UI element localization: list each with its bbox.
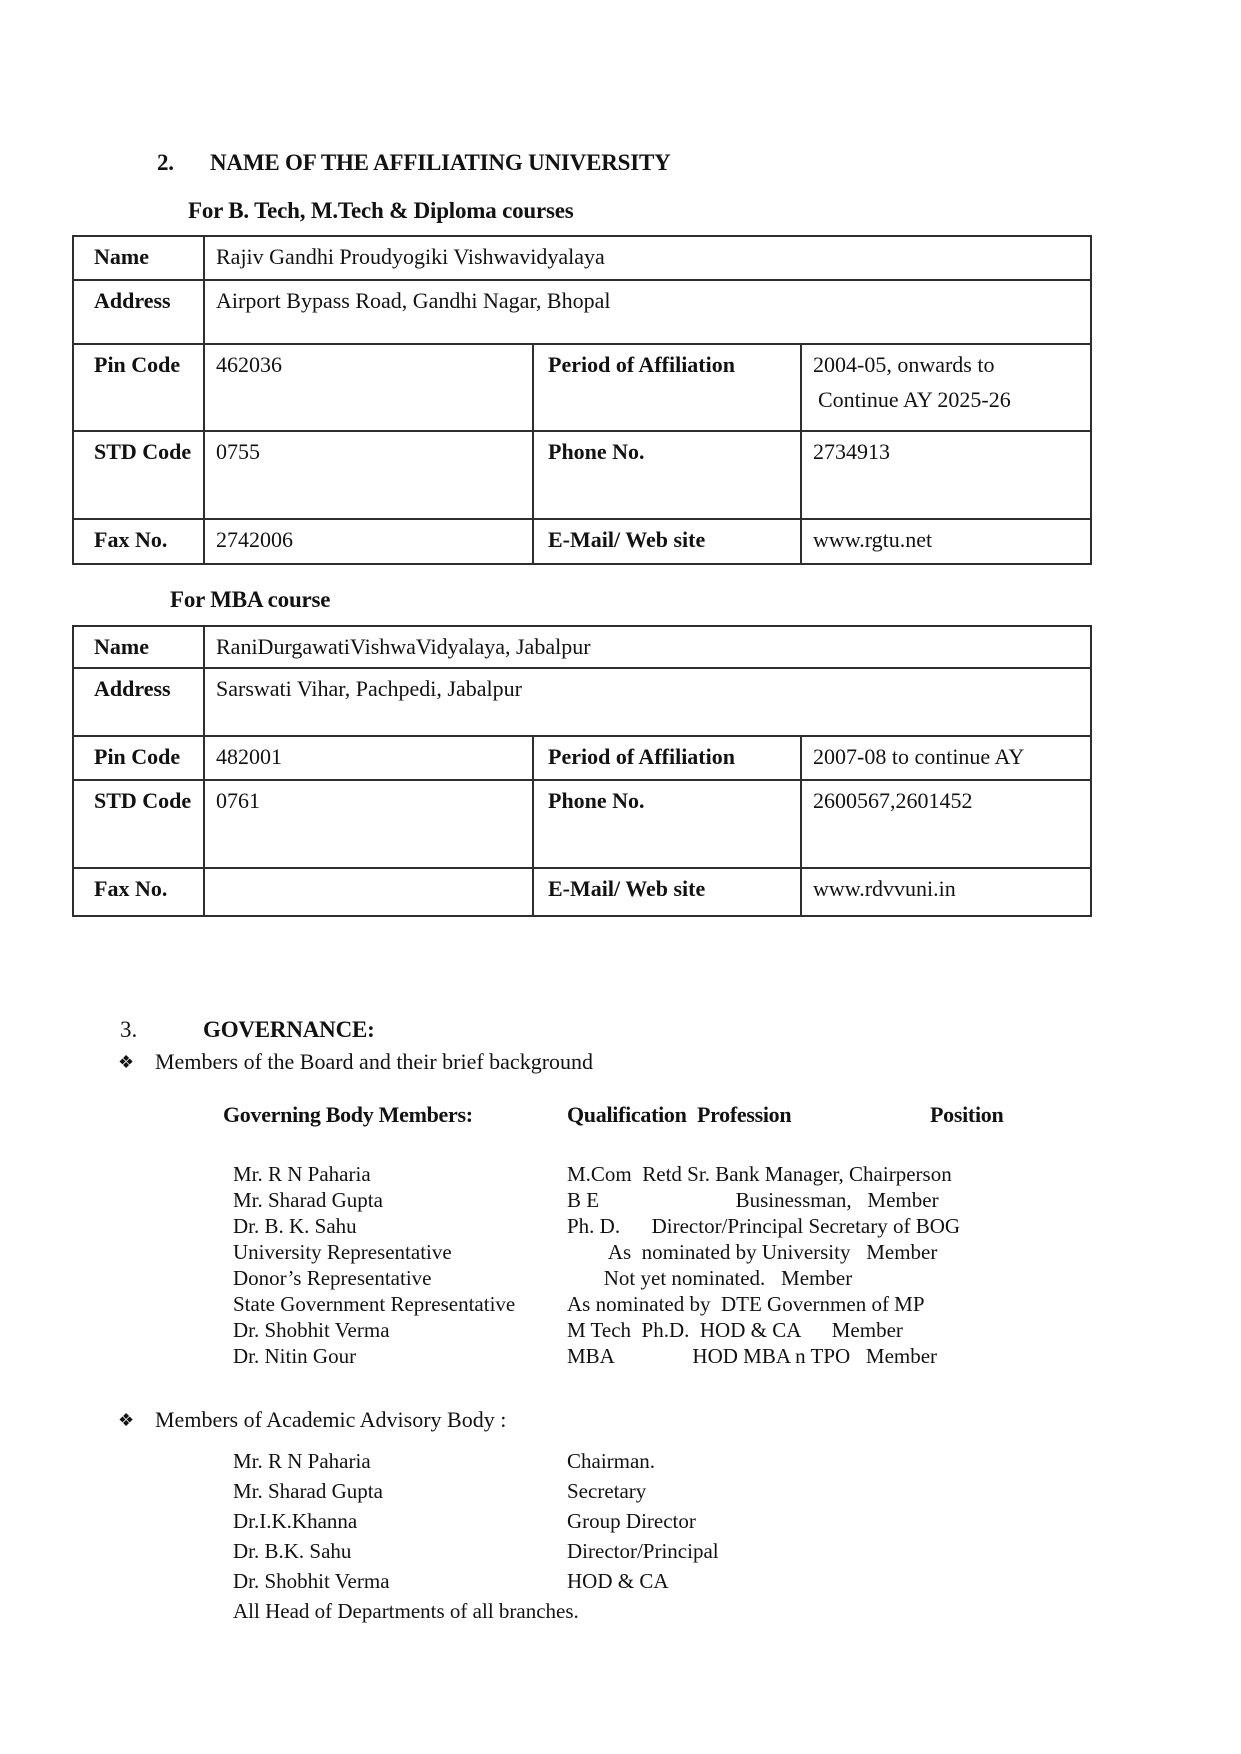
member-position: HOD & CA [567, 1569, 669, 1593]
member-name: Dr. B. K. Sahu [233, 1214, 357, 1238]
phone-value: 2734913 [801, 431, 1091, 519]
section-3-heading [120, 1015, 1241, 1045]
member-row [233, 1161, 1241, 1187]
advisory-member-row [233, 1566, 1241, 1596]
name-value: Rajiv Gandhi Proudyogiki Vishwavidyalaya [204, 236, 1091, 280]
pincode-value: 462036 [204, 344, 533, 431]
advisory-body-members-list [233, 1446, 1241, 1626]
member-details: M Tech Ph.D. HOD & CA Member [567, 1318, 903, 1342]
mba-affiliation-table [72, 625, 1092, 917]
fax-label: Fax No. [73, 868, 204, 916]
fax-label: Fax No. [73, 519, 204, 564]
pincode-value: 482001 [204, 736, 533, 780]
period-label: Period of Affiliation [533, 344, 801, 431]
phone-value: 2600567,2601452 [801, 780, 1091, 868]
advisory-note: All Head of Departments of all branches. [233, 1599, 579, 1623]
member-row [233, 1187, 1241, 1213]
advisory-body-bullet-line [118, 1406, 1241, 1434]
member-details: B E Businessman, Member [567, 1188, 939, 1212]
member-details: Ph. D. Director/Principal Secretary of BOG [567, 1214, 961, 1238]
table-row-address [73, 280, 1091, 344]
member-position: Secretary [567, 1479, 647, 1503]
governing-body-members-column-header: Governing Body Members: [223, 1102, 473, 1127]
member-details: MBA HOD MBA n TPO Member [567, 1344, 938, 1368]
address-label: Address [73, 668, 204, 736]
period-value: 2007-08 to continue AY [801, 736, 1091, 780]
member-row [233, 1343, 1241, 1369]
btech-subheading: For B. Tech, M.Tech & Diploma courses [188, 198, 574, 223]
member-position: Group Director [567, 1509, 696, 1533]
address-value: Airport Bypass Road, Gandhi Nagar, Bhopal [204, 280, 1091, 344]
position-column-header: Position [930, 1102, 1004, 1127]
member-details: M.Com Retd Sr. Bank Manager, Chairperson [567, 1162, 952, 1186]
section-2-number: 2. [157, 150, 174, 175]
advisory-member-row [233, 1506, 1241, 1536]
std-code-label: STD Code [73, 780, 204, 868]
member-row [233, 1317, 1241, 1343]
name-label: Name [73, 236, 204, 280]
advisory-member-row [233, 1446, 1241, 1476]
member-name: University Representative [233, 1240, 452, 1264]
section-2-title: NAME OF THE AFFILIATING UNIVERSITY [210, 150, 671, 175]
qualification-profession-column-header: Qualification Profession [567, 1102, 792, 1127]
member-name: Dr. B.K. Sahu [233, 1539, 352, 1563]
table-row-name [73, 626, 1091, 668]
governing-body-header [223, 1101, 1241, 1129]
address-label: Address [73, 280, 204, 344]
advisory-member-row [233, 1536, 1241, 1566]
name-value: RaniDurgawatiVishwaVidyalaya, Jabalpur [204, 626, 1091, 668]
table-row-fax-email [73, 868, 1091, 916]
member-name: Mr. Sharad Gupta [233, 1188, 383, 1212]
section-3-number: 3. [120, 1017, 138, 1042]
diamond-bullet-icon: ❖ [118, 1052, 135, 1072]
email-label: E-Mail/ Web site [533, 519, 801, 564]
table-row-fax-email [73, 519, 1091, 564]
name-label: Name [73, 626, 204, 668]
member-name: Dr. Nitin Gour [233, 1344, 357, 1368]
member-row [233, 1291, 1241, 1317]
board-members-bullet-line [118, 1048, 1241, 1076]
pincode-label: Pin Code [73, 344, 204, 431]
fax-value: 2742006 [204, 519, 533, 564]
period-label: Period of Affiliation [533, 736, 801, 780]
section-3-title: GOVERNANCE: [203, 1017, 375, 1042]
member-name: Dr. Shobhit Verma [233, 1318, 390, 1342]
member-position: Director/Principal [567, 1539, 719, 1563]
std-code-label: STD Code [73, 431, 204, 519]
phone-label: Phone No. [533, 780, 801, 868]
member-name: Donor’s Representative [233, 1266, 432, 1290]
pincode-label: Pin Code [73, 736, 204, 780]
btech-affiliation-table [72, 235, 1092, 565]
member-name: Mr. Sharad Gupta [233, 1479, 383, 1503]
advisory-member-row [233, 1476, 1241, 1506]
advisory-body-bullet-text: Members of Academic Advisory Body : [155, 1407, 507, 1432]
mba-subheading: For MBA course [170, 587, 331, 612]
table-row-name [73, 236, 1091, 280]
period-value-line1: 2004-05, onwards to [813, 352, 995, 377]
member-details: As nominated by University Member [567, 1240, 938, 1264]
email-value: www.rdvvuni.in [801, 868, 1091, 916]
table-row-std-phone [73, 780, 1091, 868]
email-value: www.rgtu.net [801, 519, 1091, 564]
member-name: Dr.I.K.Khanna [233, 1509, 358, 1533]
diamond-bullet-icon: ❖ [118, 1410, 135, 1430]
member-name: Mr. R N Paharia [233, 1449, 371, 1473]
section-2-heading [157, 148, 1241, 178]
period-value-line2: Continue AY 2025-26 [818, 387, 1011, 412]
member-name: Mr. R N Paharia [233, 1162, 371, 1186]
email-label: E-Mail/ Web site [533, 868, 801, 916]
table-row-address [73, 668, 1091, 736]
member-details: As nominated by DTE Governmen of MP [567, 1292, 925, 1316]
member-details: Not yet nominated. Member [567, 1266, 853, 1290]
governing-body-members-list [233, 1161, 1241, 1369]
board-members-bullet-text: Members of the Board and their brief background [155, 1049, 594, 1074]
period-value [801, 344, 1091, 431]
phone-label: Phone No. [533, 431, 801, 519]
member-row [233, 1239, 1241, 1265]
member-position: Chairman. [567, 1449, 656, 1473]
address-value: Sarswati Vihar, Pachpedi, Jabalpur [204, 668, 1091, 736]
member-name: State Government Representative [233, 1292, 516, 1316]
table-row-pincode-period [73, 736, 1091, 780]
fax-value [204, 868, 533, 916]
std-code-value: 0755 [204, 431, 533, 519]
table-row-pincode-period [73, 344, 1091, 431]
member-name: Dr. Shobhit Verma [233, 1569, 390, 1593]
table-row-std-phone [73, 431, 1091, 519]
member-row [233, 1265, 1241, 1291]
member-row [233, 1213, 1241, 1239]
std-code-value: 0761 [204, 780, 533, 868]
